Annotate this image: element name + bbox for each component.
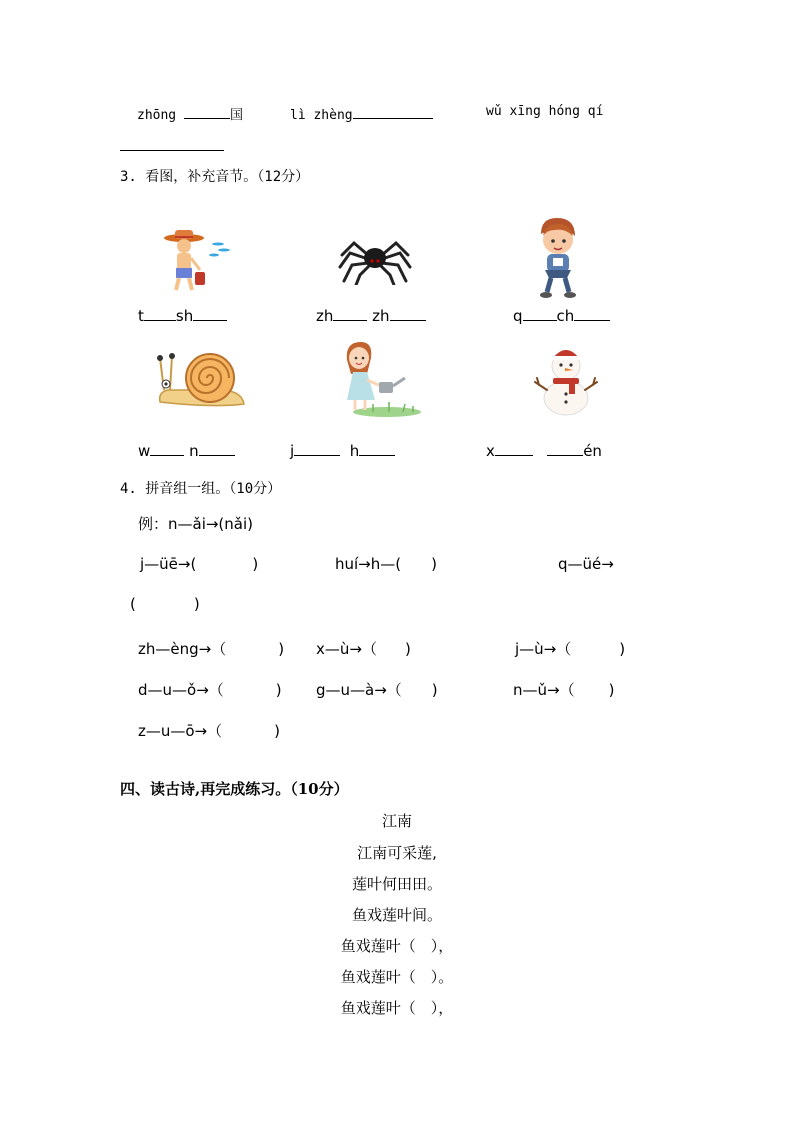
answer-blank[interactable] (390, 306, 426, 321)
q2-item1-suffix: 国 (229, 108, 243, 123)
answer-blank[interactable] (359, 441, 395, 456)
q2-item3: wǔ xīng hóng qí (486, 104, 604, 119)
q4-item: n—ǔ→（ (513, 681, 575, 699)
q4-item: q—üé→ (558, 555, 614, 573)
syllable-fragment: ch (556, 307, 575, 325)
q4-item: huí→h—( (335, 555, 402, 573)
paren: ) (278, 640, 285, 658)
q3-row2-item1 (138, 441, 235, 460)
answer-blank[interactable] (353, 104, 433, 119)
answer-blank[interactable] (495, 441, 533, 456)
paren: ) (275, 681, 282, 699)
paren: ) (608, 681, 615, 699)
boy-watering-picture (158, 228, 234, 296)
section4-title: 四、读古诗,再完成练习。（10分） (120, 780, 349, 798)
q3-row2-item3 (486, 441, 602, 460)
syllable-fragment: j (290, 442, 295, 460)
syllable-fragment: én (583, 442, 602, 460)
answer-blank[interactable] (150, 441, 184, 456)
answer-blank[interactable] (199, 441, 235, 456)
syllable-fragment: q (513, 307, 523, 325)
answer-blank[interactable] (144, 306, 176, 321)
paren: ) (431, 555, 437, 573)
answer-blank[interactable] (333, 306, 367, 321)
poem-line-blank[interactable]: 鱼戏莲叶（ ）。 (340, 968, 454, 986)
q3-row1-item3 (513, 306, 610, 325)
answer-blank[interactable] (294, 441, 340, 456)
q4-item: d—u—ǒ→（ (138, 681, 224, 699)
q4-item: g—u—à→（ (316, 681, 402, 699)
syllable-fragment: h (349, 442, 360, 460)
paren: ) (252, 555, 259, 573)
boy-sitting-picture (535, 218, 581, 300)
q3-title: 3. 看图，补充音节。（12分） (120, 169, 310, 185)
answer-blank[interactable] (184, 104, 230, 119)
answer-blank[interactable] (120, 150, 224, 151)
poem-line-blank[interactable]: 鱼戏莲叶（ ）， (340, 937, 454, 955)
q3-row1-item2 (316, 306, 426, 325)
paren: ) (619, 640, 626, 658)
spider-picture (338, 233, 412, 285)
q4-title: 4. 拼音组一组。（10分） (120, 481, 282, 497)
q3-row1-item1 (138, 306, 227, 325)
q4-item: z—u—ō→（ (138, 722, 223, 740)
paren: ( (130, 595, 136, 613)
syllable-fragment: n (189, 442, 199, 460)
q2-item2-prefix: lì zhèng (290, 108, 353, 123)
syllable-fragment: zh (372, 307, 390, 325)
paren: ) (193, 595, 200, 613)
answer-blank[interactable] (574, 306, 610, 321)
q4-example: 例：n—ǎi→(nǎi) (138, 515, 254, 533)
poem-line: 江南可采莲, (357, 844, 437, 862)
syllable-fragment: t (138, 307, 144, 325)
girl-watering-picture (343, 340, 423, 418)
q4-item: j—ù→（ (515, 640, 572, 658)
syllable-fragment: zh (316, 307, 334, 325)
poem-title: 江南 (381, 812, 412, 830)
poem-line: 鱼戏莲叶间。 (351, 906, 442, 924)
answer-blank[interactable] (523, 306, 557, 321)
paren: ) (274, 722, 280, 740)
q3-row2-item2 (290, 441, 395, 460)
q4-item: x—ù→（ (316, 640, 377, 658)
paren: ) (404, 640, 411, 658)
syllable-fragment: w (138, 442, 151, 460)
paren: ) (431, 681, 438, 699)
snowman-picture (533, 344, 599, 416)
answer-blank[interactable] (193, 306, 227, 321)
syllable-fragment: sh (175, 307, 194, 325)
answer-blank[interactable] (547, 441, 583, 456)
poem-line-blank[interactable]: 鱼戏莲叶（ ）， (340, 999, 454, 1017)
q2-item1-prefix: zhōng (137, 108, 177, 123)
q4-item: zh—èng→（ (138, 640, 227, 658)
snail-picture (154, 352, 248, 410)
q4-item: j—üē→( (140, 555, 197, 573)
syllable-fragment: x (486, 442, 495, 460)
poem-line: 莲叶何田田。 (351, 875, 442, 893)
